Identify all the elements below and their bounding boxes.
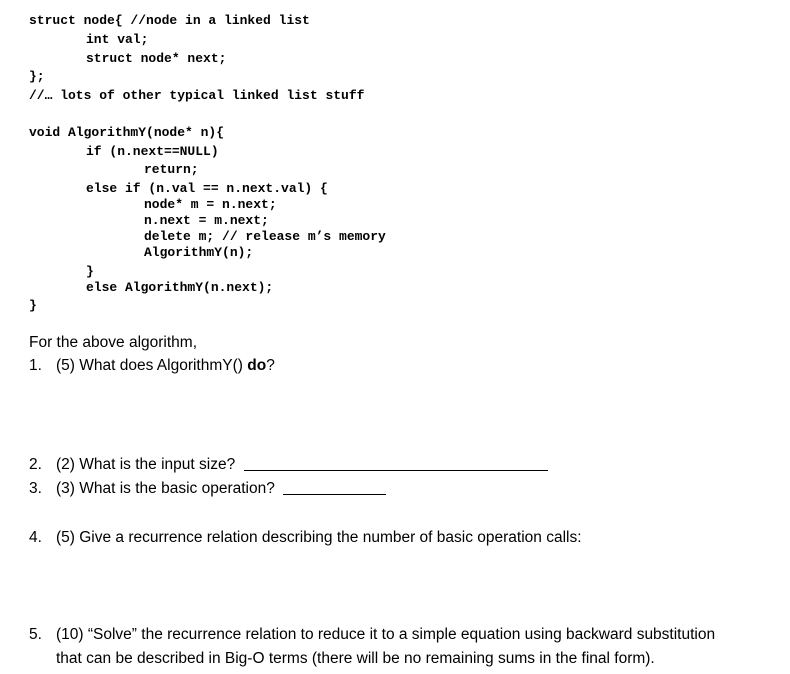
code-line-struct-next: struct node* next; bbox=[86, 51, 227, 66]
code-line-delete: delete m; // release m’s memory bbox=[144, 229, 386, 244]
question-5-line-2: that can be described in Big-O terms (there will be no remaining sums in the final form). bbox=[56, 650, 655, 667]
answer-line-basic-operation[interactable] bbox=[283, 494, 386, 495]
code-line-comment: //… lots of other typical linked list stuff bbox=[29, 88, 365, 103]
question-1-text: (5) What does AlgorithmY() bbox=[56, 357, 243, 374]
question-1-bold-word: do bbox=[247, 357, 267, 374]
code-line-else: else AlgorithmY(n.next); bbox=[86, 280, 274, 295]
code-line-node-m: node* m = n.next; bbox=[144, 197, 277, 212]
question-4 bbox=[56, 528, 582, 548]
question-1-tail: ? bbox=[266, 357, 275, 374]
code-line-recursive-call: AlgorithmY(n); bbox=[144, 245, 254, 260]
question-2-text: (2) What is the input size? bbox=[56, 456, 236, 473]
code-line-else-if: else if (n.val == n.next.val) { bbox=[86, 181, 328, 196]
question-1 bbox=[56, 356, 275, 376]
code-line-struct-close: }; bbox=[29, 69, 45, 84]
code-line-if: if (n.next==NULL) bbox=[86, 144, 219, 159]
question-3 bbox=[56, 479, 275, 499]
question-4-text: (5) Give a recurrence relation describing the number of basic operation calls: bbox=[56, 529, 582, 546]
question-5-number: 5. bbox=[29, 626, 42, 643]
code-line-inner-close: } bbox=[86, 264, 94, 279]
code-line-struct-open: struct node{ //node in a linked list bbox=[29, 13, 310, 28]
question-3-number: 3. bbox=[29, 480, 42, 497]
question-2 bbox=[56, 455, 235, 475]
question-3-text: (3) What is the basic operation? bbox=[56, 480, 275, 497]
question-2-number: 2. bbox=[29, 456, 42, 473]
answer-line-input-size[interactable] bbox=[244, 470, 548, 471]
code-line-return: return; bbox=[144, 162, 199, 177]
code-line-int-val: int val; bbox=[86, 32, 149, 47]
question-5-line-1: (10) “Solve” the recurrence relation to reduce it to a simple equation using backward substitution bbox=[56, 626, 716, 643]
code-line-algo-signature: void AlgorithmY(node* n){ bbox=[29, 125, 225, 140]
question-4-number: 4. bbox=[29, 529, 42, 546]
intro-text: For the above algorithm, bbox=[29, 334, 198, 351]
code-line-algo-close: } bbox=[29, 298, 37, 313]
question-1-number: 1. bbox=[29, 357, 42, 374]
code-line-n-next: n.next = m.next; bbox=[144, 213, 269, 228]
